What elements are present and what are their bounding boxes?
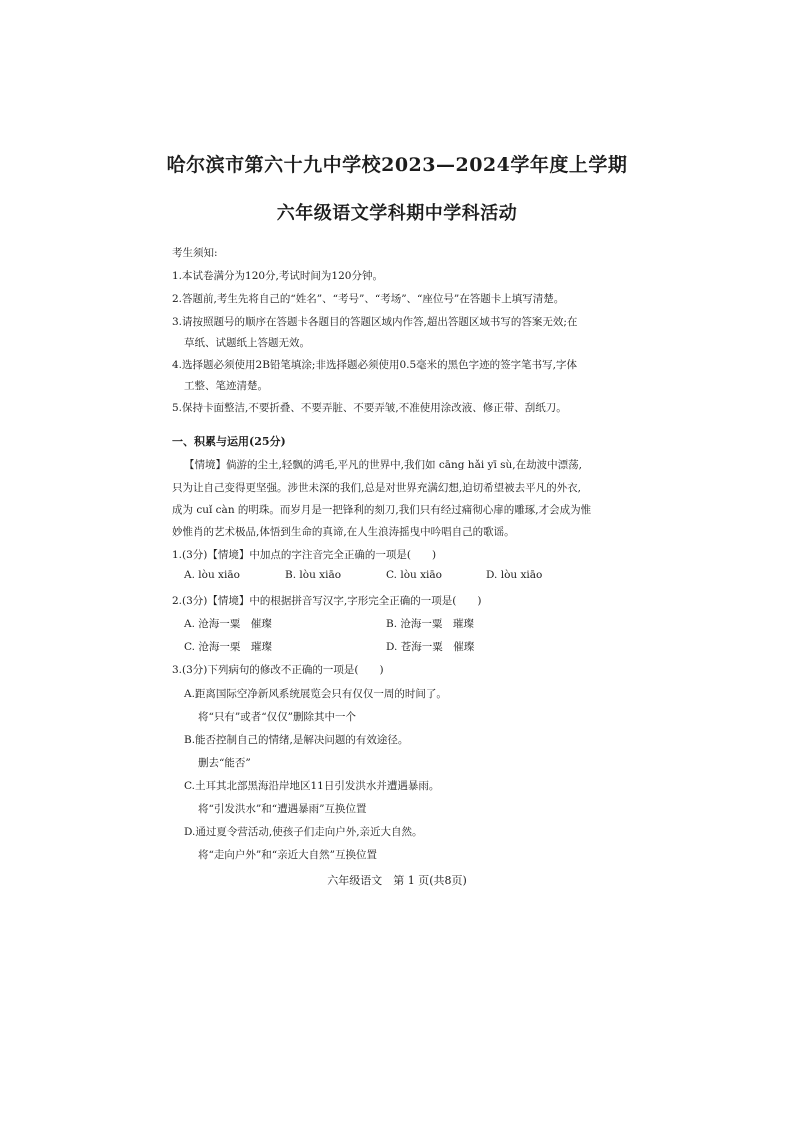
question-3-option-d: D.通过夏令营活动,使孩子们走向户外,亲近大自然。 [184, 826, 423, 838]
question-3-option-a-fix: 将“只有”或者“仅仅”删除其中一个 [198, 711, 356, 723]
notice-heading: 考生须知: [172, 247, 218, 259]
notice-item-4-cont: 工整、笔迹清楚。 [184, 380, 268, 392]
question-3-stem: 3.(3分)下列病句的修改不正确的一项是( ) [172, 664, 384, 676]
notice-item-2: 2.答题前,考生先将自己的“姓名”、“考号”、“考场”、“座位号”在答题卡上填写清楚。 [172, 293, 565, 305]
notice-item-4: 4.选择题必须使用2B铅笔填涂;非选择题必须使用0.5毫米的黑色字迹的签字笔书写,字体 [172, 359, 577, 371]
question-3-option-c-fix: 将“引发洪水”和“遭遇暴雨”互换位置 [198, 803, 367, 815]
section-heading: 一、积累与运用(25分) [172, 435, 286, 448]
exam-title: 哈尔滨市第六十九中学校2023—2024学年度上学期 [166, 154, 628, 176]
question-1-option-b: B. lòu xiāo [285, 569, 342, 581]
question-3-option-b-fix: 删去“能否” [198, 757, 251, 769]
exam-subtitle: 六年级语文学科期中学科活动 [276, 203, 518, 224]
question-1-stem: 1.(3分)【情境】中加点的字注音完全正确的一项是( ) [172, 549, 437, 561]
notice-item-1: 1.本试卷满分为120分,考试时间为120分钟。 [172, 270, 383, 282]
question-2-stem: 2.(3分)【情境】中的根据拼音写汉字,字形完全正确的一项是( ) [172, 595, 482, 607]
question-2-option-a: A. 沧海一粟 催璨 [184, 618, 272, 630]
question-3-option-b: B.能否控制自己的情绪,是解决问题的有效途径。 [184, 734, 409, 746]
notice-item-3: 3.请按照题号的顺序在答题卡各题目的答题区域内作答,超出答题区域书写的答案无效;在 [172, 316, 578, 328]
notice-item-3-cont: 草纸、试题纸上答题无效。 [184, 337, 310, 349]
question-3-option-c: C.土耳其北部黑海沿岸地区11日引发洪水并遭遇暴雨。 [184, 780, 440, 792]
question-2-option-d: D. 苍海一粟 催璨 [386, 641, 475, 653]
notice-item-5: 5.保持卡面整洁,不要折叠、不要弄脏、不要弄皱,不准使用涂改液、修正带、刮纸刀。 [172, 402, 567, 414]
question-2-option-b: B. 沧海一粟 璀璨 [386, 618, 474, 630]
passage-line-4: 妙惟肖的艺术极品,体悟到生命的真谛,在人生浪涛摇曳中吟唱自己的歌谣。 [172, 526, 515, 538]
page-footer: 六年级语文 第 1 页(共8页) [327, 874, 467, 887]
passage-line-3: 成为 cuǐ càn 的明珠。而岁月是一把锋利的刻刀,我们只有经过痛彻心扉的雕琢,才会成为惟 [172, 504, 592, 516]
question-1-option-c: C. lòu xiāo [386, 569, 442, 581]
question-1-option-a: A. lòu xiāo [184, 569, 240, 581]
question-3-option-a: A.距离国际空净新风系统展览会只有仅仅一周的时间了。 [184, 688, 447, 700]
passage-line-1: 【情境】倘游的尘土,轻飘的鸿毛,平凡的世界中,我们如 cāng hǎi yī sù,在劫波中漂荡, [184, 459, 582, 471]
question-3-option-d-fix: 将“走向户外”和“亲近大自然”互换位置 [198, 849, 377, 861]
passage-line-2: 只为让自己变得更坚强。涉世未深的我们,总是对世界充满幻想,迫切希望被去平凡的外衣, [172, 482, 582, 494]
question-1-option-d: D. lòu xiāo [486, 569, 543, 581]
question-2-option-c: C. 沧海一栗 璀璨 [184, 641, 272, 653]
